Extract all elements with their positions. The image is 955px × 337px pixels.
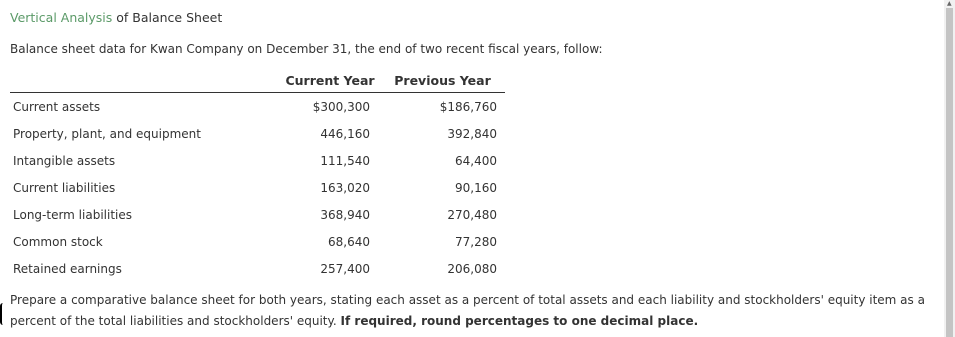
title-accent: Vertical Analysis [10, 10, 113, 25]
row-current-value: 111,540 [320, 153, 370, 168]
row-label: Long-term liabilities [13, 207, 132, 222]
row-current-value: 163,020 [320, 180, 370, 195]
scrollbar-thumb[interactable] [946, 8, 953, 337]
header-label [10, 68, 280, 93]
balance-sheet-table [10, 68, 505, 282]
table-row [10, 201, 505, 228]
table-header-row [10, 68, 505, 93]
row-previous-value: $186,760 [439, 99, 497, 114]
row-current-value: $300,300 [312, 99, 370, 114]
focus-marker [0, 303, 5, 325]
vertical-scrollbar[interactable] [944, 0, 955, 337]
row-previous-value: 270,480 [447, 207, 497, 222]
row-current-value: 446,160 [320, 126, 370, 141]
row-current-value: 368,940 [320, 207, 370, 222]
table-row [10, 147, 505, 174]
table-row [10, 93, 505, 121]
header-current-year: Current Year [285, 72, 375, 88]
intro-text: Balance sheet data for Kwan Company on December 31, the end of two recent fiscal years, follow: [10, 42, 603, 56]
row-label: Intangible assets [13, 153, 116, 168]
instructions-bold: If required, round percentages to one decimal place. [340, 314, 699, 328]
row-label: Retained earnings [13, 261, 122, 276]
row-current-value: 68,640 [328, 234, 370, 249]
page-title [10, 10, 222, 25]
instructions [10, 290, 940, 332]
instructions-text: Prepare a comparative balance sheet for both years, stating each asset as a percent of total assets and each liability and stockholders' equity item as a percent of the total liabilities and stockholders' equity. [10, 293, 925, 328]
row-previous-value: 77,280 [455, 234, 497, 249]
row-label: Current liabilities [13, 180, 116, 195]
row-current-value: 257,400 [320, 261, 370, 276]
row-label: Current assets [13, 99, 101, 114]
row-previous-value: 90,160 [455, 180, 497, 195]
row-previous-value: 392,840 [447, 126, 497, 141]
table-row [10, 255, 505, 282]
row-label: Common stock [13, 234, 103, 249]
title-rest: of Balance Sheet [112, 10, 223, 25]
table-row [10, 120, 505, 147]
row-previous-value: 206,080 [447, 261, 497, 276]
table-row [10, 174, 505, 201]
header-previous-year: Previous Year [394, 72, 491, 88]
row-label: Property, plant, and equipment [13, 126, 201, 141]
scroll-up-arrow-icon[interactable]: ▲ [947, 0, 952, 7]
table-row [10, 228, 505, 255]
row-previous-value: 64,400 [455, 153, 497, 168]
